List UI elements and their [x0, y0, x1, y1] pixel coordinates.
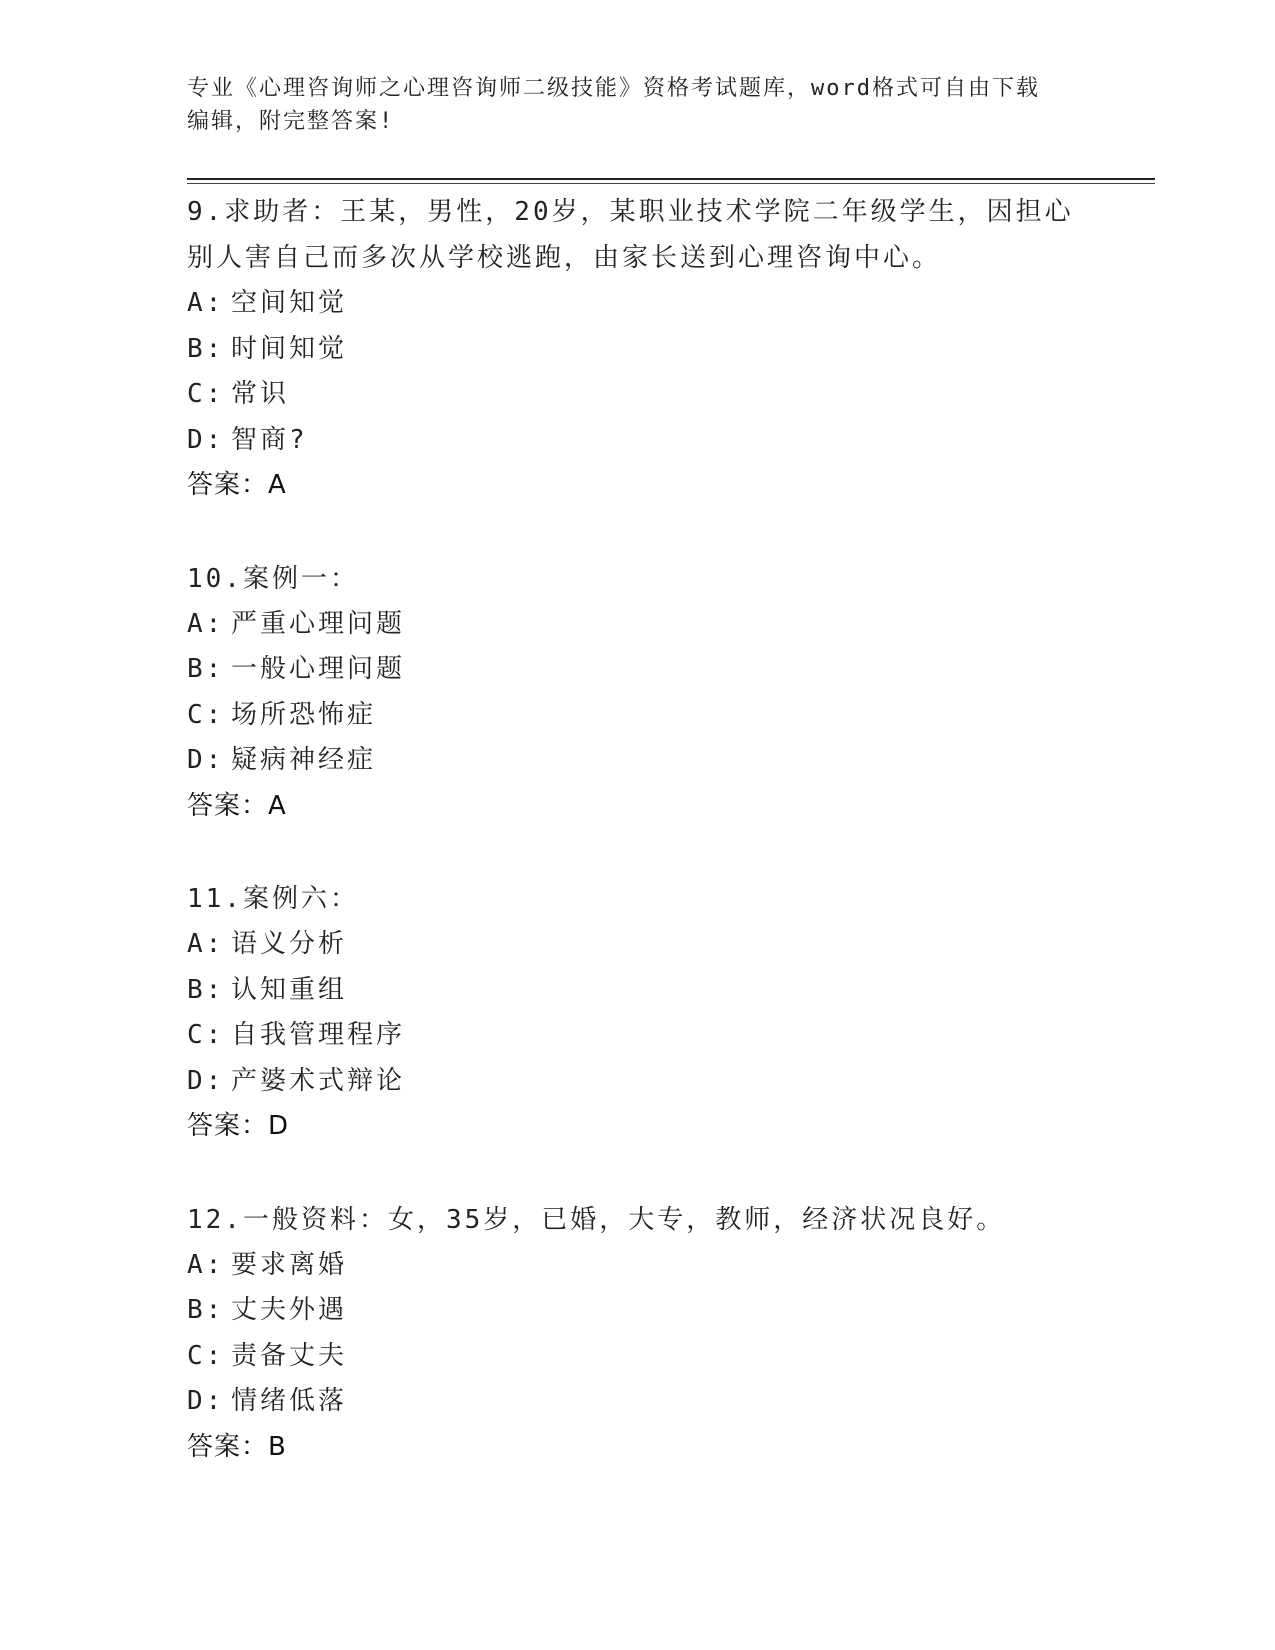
- option-key: B:: [187, 333, 225, 364]
- option-text: 情绪低落: [231, 1386, 348, 1416]
- option-text: 严重心理问题: [231, 608, 406, 639]
- answer-label: 答案：D: [187, 1111, 290, 1141]
- option-a: [187, 922, 1087, 968]
- option-text: 丈夫外遇: [231, 1295, 348, 1325]
- option-a: [187, 1243, 1087, 1289]
- option-key: B:: [187, 654, 225, 684]
- option-text: 一般心理问题: [231, 654, 406, 684]
- option-key: C:: [187, 1340, 225, 1371]
- answer-label: 答案：A: [187, 470, 287, 500]
- option-key: B:: [187, 1295, 225, 1325]
- option-d: [187, 1059, 1087, 1105]
- option-text: 时间知觉: [231, 333, 348, 364]
- option-c: [187, 693, 1087, 739]
- option-key: D:: [187, 745, 225, 775]
- option-text: 自我管理程序: [231, 1020, 406, 1050]
- option-key: A:: [187, 929, 225, 959]
- option-key: D:: [187, 424, 225, 455]
- option-d: [187, 1379, 1087, 1425]
- option-b: [187, 968, 1087, 1014]
- option-b: [187, 647, 1087, 693]
- option-text: 疑病神经症: [231, 745, 377, 775]
- option-d: [187, 418, 1087, 464]
- option-text: 常识: [231, 379, 290, 409]
- option-key: C:: [187, 1020, 225, 1050]
- option-key: D:: [187, 1065, 225, 1096]
- question-list: [187, 189, 1087, 1517]
- answer-label: 答案：A: [187, 790, 287, 821]
- option-key: B:: [187, 974, 225, 1005]
- question-9: [187, 189, 1087, 509]
- option-key: A:: [187, 608, 225, 639]
- option-text: 场所恐怖症: [231, 699, 377, 730]
- option-text: 产婆术式辩论: [231, 1065, 406, 1096]
- question-stem: 9.求助者：王某，男性，20岁，某职业技术学院二年级学生，因担心别人害自己而多次从学校逃跑，由家长送到心理咨询中心。: [187, 197, 1074, 273]
- option-d: [187, 738, 1087, 784]
- header-line-2: 编辑，附完整答案!: [187, 109, 395, 134]
- option-key: A:: [187, 288, 225, 318]
- option-key: A:: [187, 1249, 225, 1280]
- question-stem: 10.案例一：: [187, 563, 359, 594]
- option-a: [187, 281, 1087, 327]
- option-key: C:: [187, 699, 225, 730]
- question-stem: 11.案例六：: [187, 884, 359, 914]
- option-c: [187, 1013, 1087, 1059]
- document-header: [187, 72, 1087, 138]
- option-text: 认知重组: [231, 974, 348, 1005]
- question-stem: 12.一般资料：女，35岁，已婚，大专，教师，经济状况良好。: [187, 1204, 1006, 1235]
- option-text: 空间知觉: [231, 288, 348, 318]
- option-text: 要求离婚: [231, 1249, 348, 1280]
- header-divider-thin: [187, 183, 1155, 184]
- question-12: [187, 1197, 1087, 1471]
- option-key: D:: [187, 1386, 225, 1416]
- option-a: [187, 602, 1087, 648]
- header-line-1: 专业《心理咨询师之心理咨询师二级技能》资格考试题库，word格式可自由下载: [187, 76, 1040, 101]
- question-11: [187, 876, 1087, 1150]
- option-b: [187, 1288, 1087, 1334]
- option-text: 智商?: [231, 424, 308, 455]
- header-divider-thick: [187, 178, 1155, 180]
- option-c: [187, 372, 1087, 418]
- option-text: 责备丈夫: [231, 1340, 348, 1371]
- option-text: 语义分析: [231, 929, 348, 959]
- option-key: C:: [187, 379, 225, 409]
- answer-label: 答案：B: [187, 1431, 287, 1462]
- option-c: [187, 1334, 1087, 1380]
- question-10: [187, 556, 1087, 830]
- option-b: [187, 327, 1087, 373]
